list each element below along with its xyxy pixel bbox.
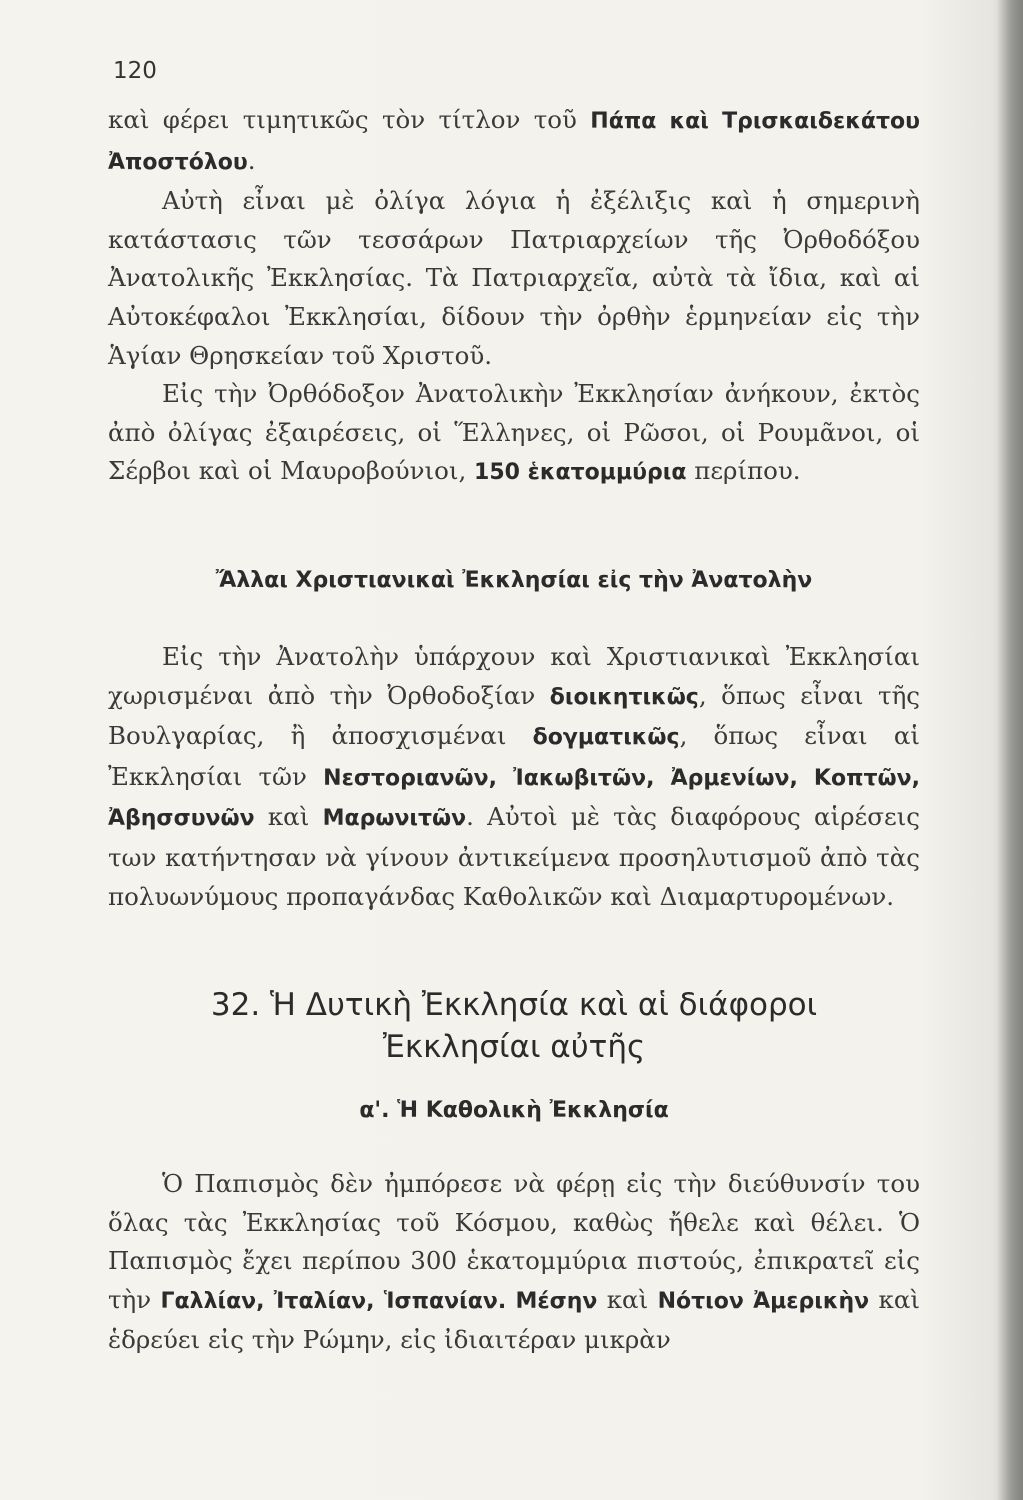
paragraph: Ὁ Παπισμὸς δὲν ἠμπόρεσε νὰ φέρῃ εἰς τὴν διεύθυνσίν του ὅλας τὰς Ἐκκλησίας τοῦ Κόσμου, καθὼς ἤθελε καὶ θέλει. Ὁ Παπισμὸς ἔχει περίπου 300 ἑκατομμύρια πιστούς, ἐπικρατεῖ εἰς τὴν Γαλλίαν, Ἰταλίαν, Ἱσπανίαν. Μέσην καὶ Νότιον Ἀμερικὴν καὶ ἑδρεύει εἰς τὴν Ρώμην, εἰς ἰδιαιτέραν μικρὰν (108, 1169, 920, 1355)
page-number: 120 (113, 58, 157, 84)
paragraph: Αὐτὴ εἶναι μὲ ὀλίγα λόγια ἡ ἐξέλιξις καὶ ἡ σημερινὴ κατάστασις τῶν τεσσάρων Πατριαρχείων τῆς Ὀρθοδόξου Ἀνατολικῆς Ἐκκλησίας. Τὰ Πατριαρχεῖα, αὐτὰ τὰ ἴδια, καὶ αἱ Αὐτοκέφαλοι Ἐκκλησίαι, δίδουν τὴν ὀρθὴν ἑρμηνείαν εἰς τὴν Ἁγίαν Θρησκείαν τοῦ Χριστοῦ. (108, 186, 920, 370)
subsection-title: α'. Ἡ Καθολικὴ Ἐκκλησία (359, 1098, 669, 1123)
heading-other-churches: Ἄλλαι Χριστιανικαὶ Ἐκκλησίαι εἰς τὴν Ἀνατολὴν (215, 568, 813, 593)
text-block-orthodox (108, 101, 920, 493)
section-title-line2: Ἐκκλησίαι αὐτῆς (382, 1029, 646, 1065)
text-block-eastern-churches (108, 638, 920, 916)
paragraph: Εἰς τὴν Ἀνατολὴν ὑπάρχουν καὶ Χριστιανικαὶ Ἐκκλησίαι χωρισμέναι ἀπὸ τὴν Ὀρθοδοξίαν διοικητικῶς, ὅπως εἶναι τῆς Βουλγαρίας, ἢ ἀποσχισμέναι δογματικῶς, ὅπως εἶναι αἱ Ἐκκλησίαι τῶν Νεστοριανῶν, Ἰακωβιτῶν, Ἀρμενίων, Κοπτῶν, Ἀβησσυνῶν καὶ Μαρωνιτῶν. Αὐτοὶ μὲ τὰς διαφόρους αἱρέσεις των κατήντησαν νὰ γίνουν ἀντικείμενα προσηλυτισμοῦ ἀπὸ τὰς πολυωνύμους προπαγάνδας Καθολικῶν καὶ Διαμαρτυρομένων. (108, 642, 920, 911)
paragraph: Εἰς τὴν Ὀρθόδοξον Ἀνατολικὴν Ἐκκλησίαν ἀνήκουν, ἐκτὸς ἀπὸ ὀλίγας ἐξαιρέσεις, οἱ Ἕλληνες, οἱ Ρῶσοι, οἱ Ρουμᾶνοι, οἱ Σέρβοι καὶ οἱ Μαυροβούνιοι, 150 ἑκατομμύρια περίπου. (108, 379, 920, 486)
paragraph: καὶ φέρει τιμητικῶς τὸν τίτλον τοῦ Πάπα καὶ Τρισκαιδεκάτου Ἀποστόλου. (108, 105, 920, 175)
section-title-line1: 32. Ἡ Δυτικὴ Ἐκκλησία καὶ αἱ διάφοροι (210, 987, 818, 1023)
section-title (108, 984, 920, 1068)
page-binding-shadow (997, 0, 1023, 1500)
text-block-catholic (108, 1165, 920, 1360)
